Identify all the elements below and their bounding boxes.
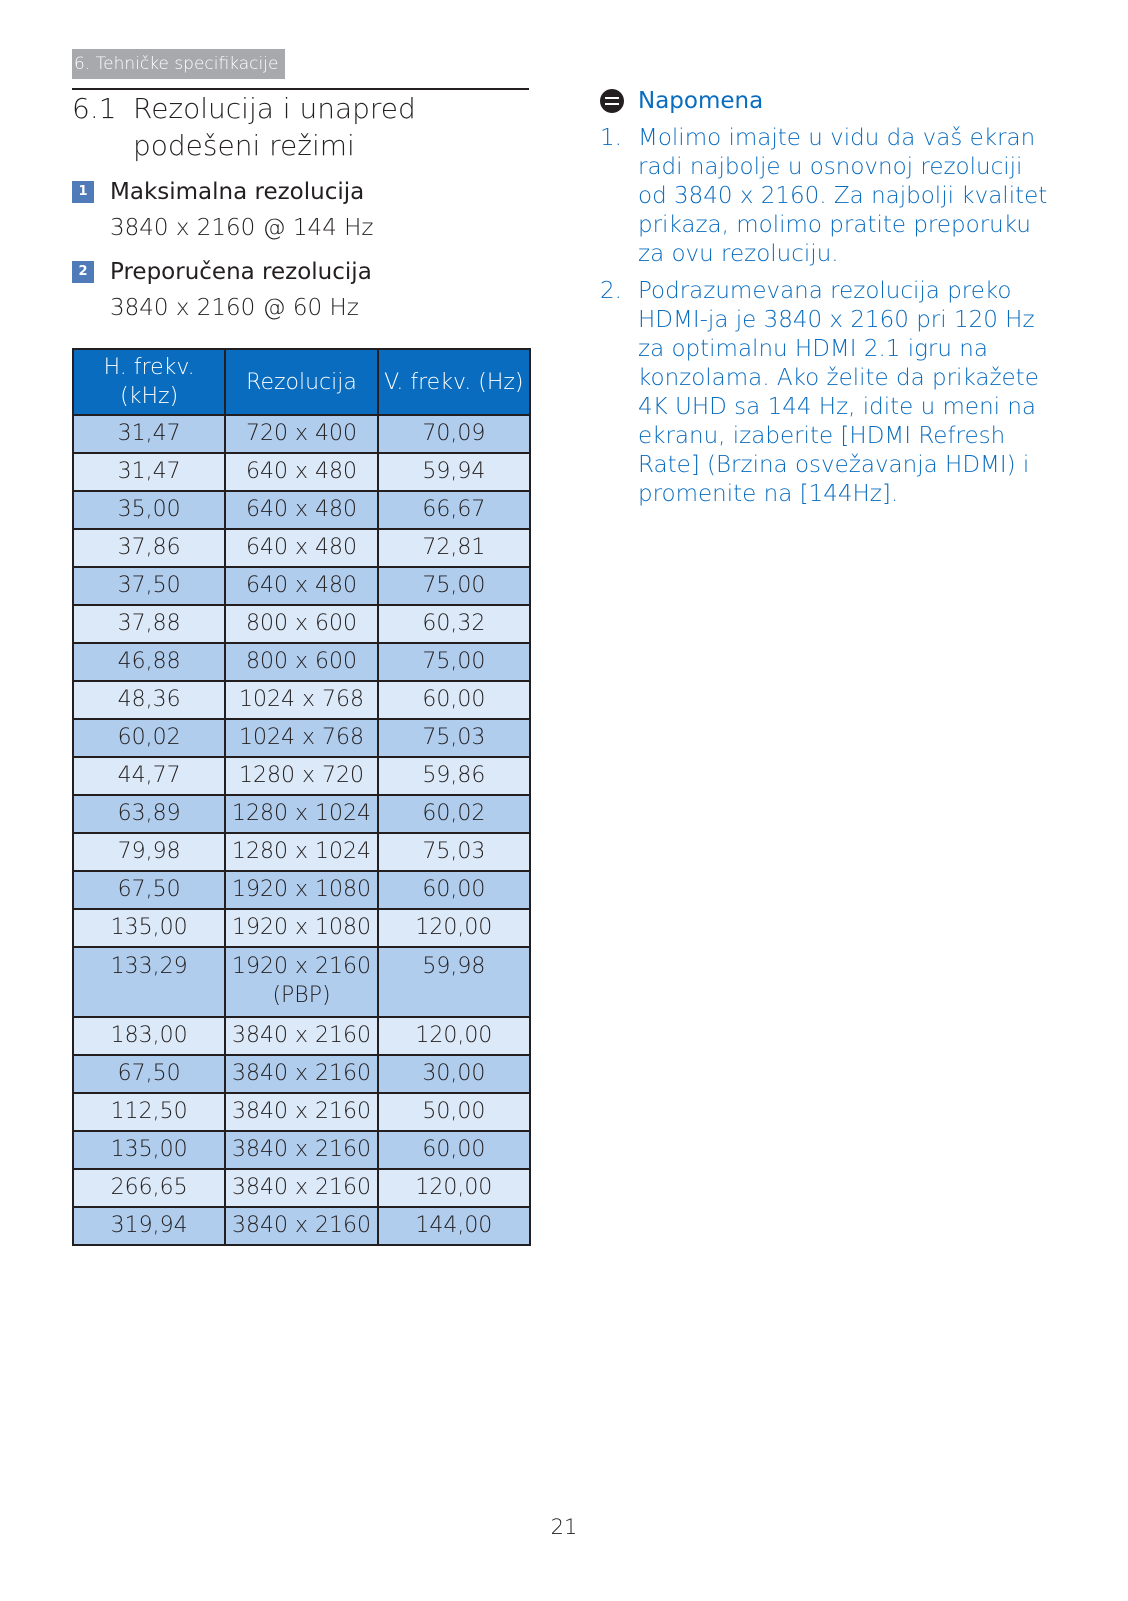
note-item: [600, 124, 1050, 269]
table-body: [73, 415, 530, 1245]
table-row: [73, 1093, 530, 1131]
cell-h-freq: 183,00: [73, 1017, 225, 1055]
table-row: [73, 491, 530, 529]
note-title: Napomena: [638, 88, 764, 114]
table-row: [73, 1207, 530, 1245]
cell-v-freq: 75,00: [378, 567, 530, 605]
recommended-resolution-value: 3840 x 2160 @ 60 Hz: [110, 295, 359, 321]
cell-v-freq: 75,03: [378, 833, 530, 871]
cell-resolution: 1024 x 768: [225, 719, 377, 757]
header-resolution: Rezolucija: [225, 349, 377, 415]
header-h-freq: H. frekv. (kHz): [73, 349, 225, 415]
cell-h-freq: 37,86: [73, 529, 225, 567]
table-row: [73, 719, 530, 757]
note-list: [600, 124, 1050, 517]
cell-resolution: 1920 x 1080: [225, 871, 377, 909]
cell-v-freq: 59,86: [378, 757, 530, 795]
header-v-freq: V. frekv. (Hz): [378, 349, 530, 415]
cell-v-freq: 30,00: [378, 1055, 530, 1093]
cell-v-freq: 60,32: [378, 605, 530, 643]
note-item-number: 2.: [600, 278, 622, 304]
table-row: [73, 453, 530, 491]
table-row: [73, 947, 530, 1017]
cell-resolution: 3840 x 2160: [225, 1055, 377, 1093]
item-badge-1: 1: [72, 181, 94, 203]
cell-v-freq: 144,00: [378, 1207, 530, 1245]
cell-resolution: 1280 x 1024: [225, 795, 377, 833]
table-row: [73, 1055, 530, 1093]
table-row: [73, 605, 530, 643]
cell-h-freq: 79,98: [73, 833, 225, 871]
cell-resolution: 1024 x 768: [225, 681, 377, 719]
table-row: [73, 1017, 530, 1055]
table-row: [73, 415, 530, 453]
cell-h-freq: 60,02: [73, 719, 225, 757]
cell-v-freq: 120,00: [378, 909, 530, 947]
note-item-number: 1.: [600, 125, 622, 151]
cell-resolution: 1280 x 1024: [225, 833, 377, 871]
cell-v-freq: 59,94: [378, 453, 530, 491]
cell-resolution: 640 x 480: [225, 567, 377, 605]
cell-v-freq: 59,98: [378, 947, 530, 1017]
cell-resolution: 3840 x 2160: [225, 1169, 377, 1207]
table-row: [73, 643, 530, 681]
chapter-tab: 6. Tehničke specifikacije: [72, 49, 285, 79]
cell-h-freq: 35,00: [73, 491, 225, 529]
cell-resolution: 1920 x 1080: [225, 909, 377, 947]
cell-h-freq: 37,50: [73, 567, 225, 605]
cell-h-freq: 44,77: [73, 757, 225, 795]
table-header-row: [73, 349, 530, 415]
table-row: [73, 795, 530, 833]
cell-v-freq: 120,00: [378, 1169, 530, 1207]
note-icon: [600, 89, 624, 113]
cell-resolution: 800 x 600: [225, 643, 377, 681]
table-row: [73, 909, 530, 947]
resolution-table: [72, 348, 531, 1246]
cell-v-freq: 66,67: [378, 491, 530, 529]
note-item: [600, 277, 1050, 509]
cell-resolution: 3840 x 2160: [225, 1017, 377, 1055]
cell-v-freq: 72,81: [378, 529, 530, 567]
table-row: [73, 833, 530, 871]
table-row: [73, 567, 530, 605]
cell-resolution: 800 x 600: [225, 605, 377, 643]
cell-v-freq: 120,00: [378, 1017, 530, 1055]
section-number: 6.1: [72, 92, 117, 125]
cell-h-freq: 319,94: [73, 1207, 225, 1245]
note-item-text: Podrazumevana rezolucija preko HDMI-ja je 3840 x 2160 pri 120 Hz za optimalnu HDMI 2.1 igru na konzolama. Ako želite da prikažete 4K UHD sa 144 Hz, idite u meni na ekranu, izaberite [HDMI Refresh Rate] (Brzina osvežavanja HDMI) i promenite na [144Hz].: [638, 278, 1039, 507]
cell-v-freq: 75,00: [378, 643, 530, 681]
cell-h-freq: 31,47: [73, 415, 225, 453]
cell-h-freq: 135,00: [73, 1131, 225, 1169]
cell-resolution: 720 x 400: [225, 415, 377, 453]
max-resolution-label: Maksimalna rezolucija: [110, 179, 365, 205]
cell-h-freq: 67,50: [73, 1055, 225, 1093]
section-title-text: Rezolucija i unapred podešeni režimi: [133, 92, 416, 162]
page-number: 21: [550, 1515, 578, 1539]
cell-v-freq: 75,03: [378, 719, 530, 757]
cell-h-freq: 112,50: [73, 1093, 225, 1131]
table-row: [73, 757, 530, 795]
cell-resolution: 640 x 480: [225, 529, 377, 567]
cell-resolution: 1280 x 720: [225, 757, 377, 795]
cell-v-freq: 50,00: [378, 1093, 530, 1131]
cell-v-freq: 70,09: [378, 415, 530, 453]
cell-resolution: 1920 x 2160 (PBP): [225, 947, 377, 1017]
cell-h-freq: 135,00: [73, 909, 225, 947]
table-row: [73, 681, 530, 719]
table-row: [73, 529, 530, 567]
cell-h-freq: 48,36: [73, 681, 225, 719]
recommended-resolution-label: Preporučena rezolucija: [110, 259, 372, 285]
cell-resolution: 3840 x 2160: [225, 1207, 377, 1245]
cell-h-freq: 133,29: [73, 947, 225, 1017]
cell-h-freq: 266,65: [73, 1169, 225, 1207]
cell-v-freq: 60,00: [378, 681, 530, 719]
cell-h-freq: 31,47: [73, 453, 225, 491]
cell-v-freq: 60,00: [378, 871, 530, 909]
cell-h-freq: 63,89: [73, 795, 225, 833]
table-row: [73, 871, 530, 909]
cell-v-freq: 60,02: [378, 795, 530, 833]
cell-resolution: 3840 x 2160: [225, 1131, 377, 1169]
cell-resolution: 3840 x 2160: [225, 1093, 377, 1131]
cell-h-freq: 67,50: [73, 871, 225, 909]
note-item-text: Molimo imajte u vidu da vaš ekran radi najbolje u osnovnoj rezoluciji od 3840 x 2160. Za najbolji kvalitet prikaza, molimo pratite preporuku za ovu rezoluciju.: [638, 125, 1048, 267]
table-row: [73, 1169, 530, 1207]
table-row: [73, 1131, 530, 1169]
cell-resolution: 640 x 480: [225, 453, 377, 491]
cell-h-freq: 46,88: [73, 643, 225, 681]
item-badge-2: 2: [72, 261, 94, 283]
cell-v-freq: 60,00: [378, 1131, 530, 1169]
cell-h-freq: 37,88: [73, 605, 225, 643]
max-resolution-value: 3840 x 2160 @ 144 Hz: [110, 215, 374, 241]
cell-resolution: 640 x 480: [225, 491, 377, 529]
